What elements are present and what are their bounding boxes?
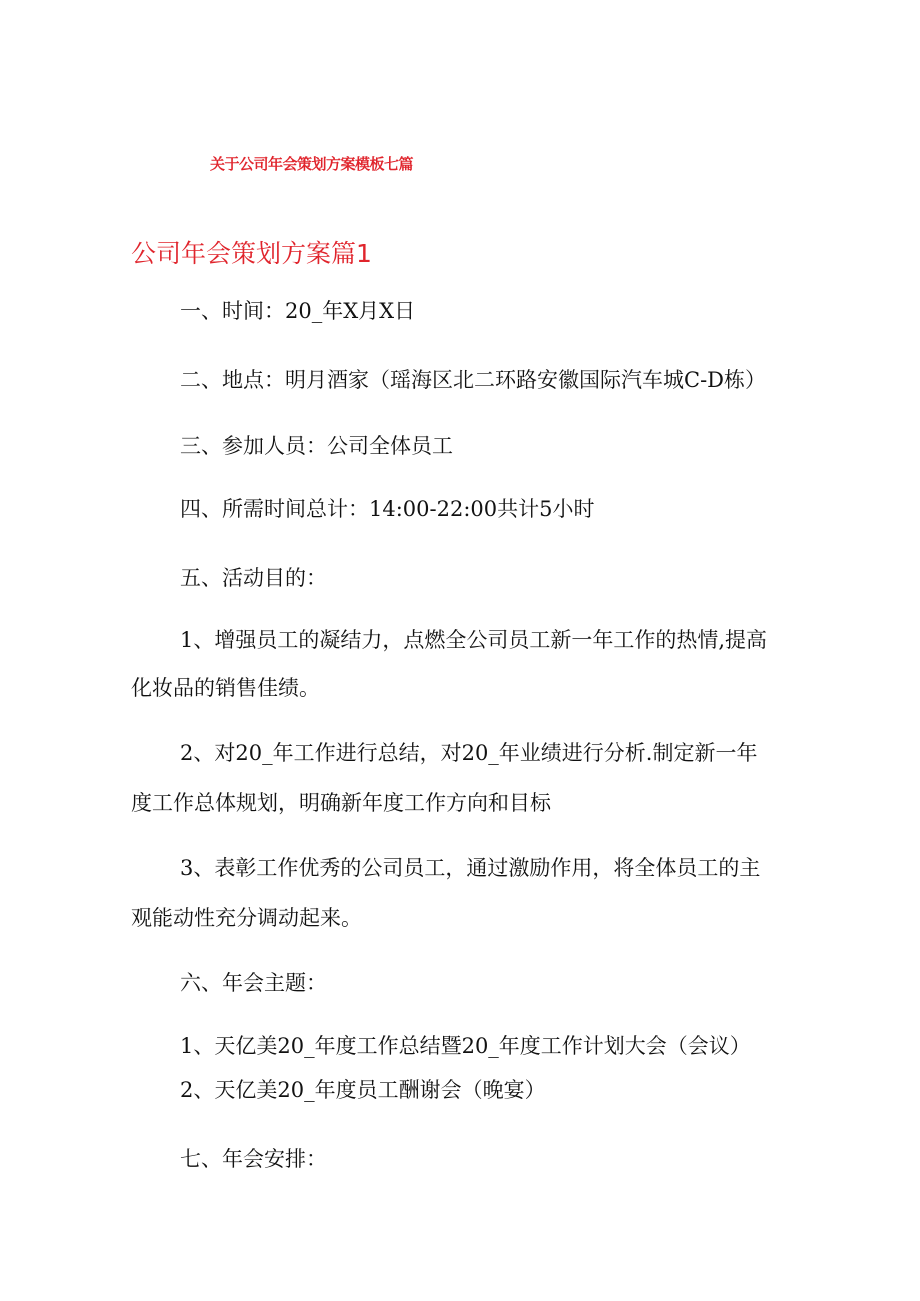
theme-1: 1、天亿美20_年度工作总结暨20_年度工作计划大会（会议） — [180, 1034, 751, 1058]
purpose-3-line-2: 观能动性充分调动起来。 — [131, 906, 362, 930]
purpose-heading: 五、活动目的： — [180, 566, 327, 590]
document-title: 关于公司年会策划方案模板七篇 — [210, 155, 414, 173]
item-duration: 四、所需时间总计：14:00-22:00共计5小时 — [180, 497, 595, 521]
purpose-2-line-2: 度工作总体规划，明确新年度工作方向和目标 — [131, 791, 551, 815]
purpose-3-line-1: 3、表彰工作优秀的公司员工，通过激励作用，将全体员工的主 — [180, 856, 761, 880]
section-title: 公司年会策划方案篇1 — [131, 239, 372, 268]
item-people: 三、参加人员：公司全体员工 — [180, 434, 453, 458]
purpose-1-line-2: 化妆品的销售佳绩。 — [131, 676, 320, 700]
arrangement-heading: 七、年会安排： — [180, 1147, 327, 1171]
item-place: 二、地点：明月酒家（瑶海区北二环路安徽国际汽车城C-D栋） — [180, 368, 766, 392]
purpose-2-line-1: 2、对20_年工作进行总结，对20_年业绩进行分析.制定新一年 — [180, 741, 758, 765]
theme-2: 2、天亿美20_年度员工酬谢会（晚宴） — [180, 1078, 546, 1102]
item-time: 一、时间：20_年X月X日 — [180, 299, 416, 323]
theme-heading: 六、年会主题： — [180, 971, 327, 995]
purpose-1-line-1: 1、增强员工的凝结力，点燃全公司员工新一年工作的热情,提高 — [180, 628, 768, 652]
